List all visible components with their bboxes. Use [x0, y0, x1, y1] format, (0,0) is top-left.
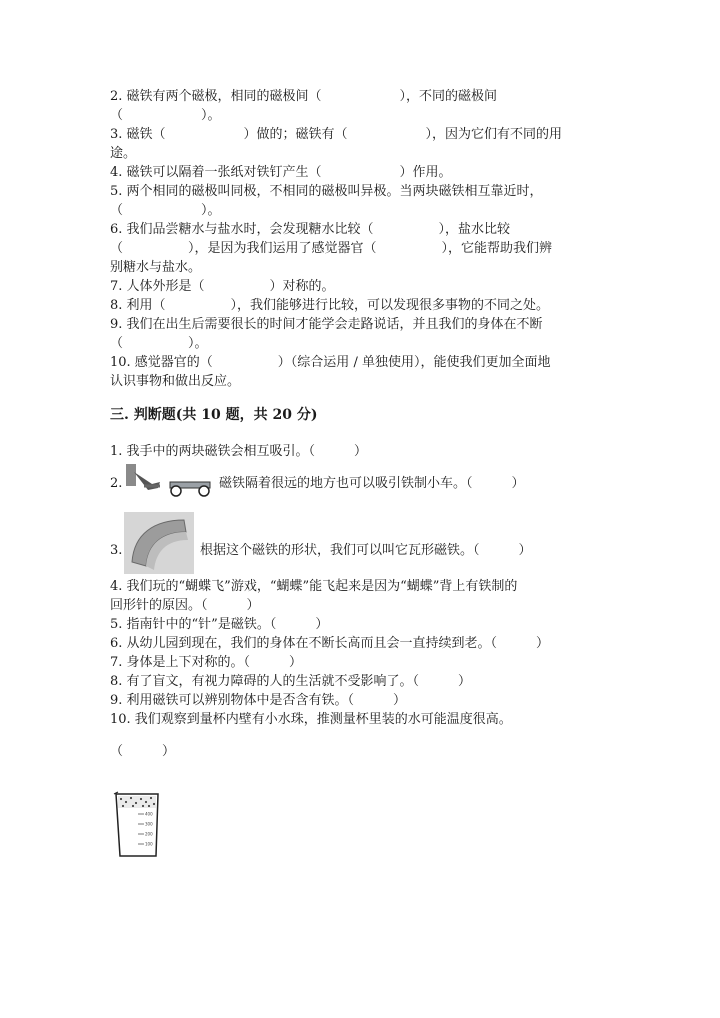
fill-q10-line1: 10. 感觉器官的（ ）（综合运用 / 单独使用），能使我们更加全面地	[110, 355, 551, 370]
tf-q3-text: 根据这个磁铁的形状，我们可以叫它瓦形磁铁。（ ）	[200, 543, 532, 558]
beaker-tick-100: 100	[145, 841, 153, 847]
tf-q1: 1. 我手中的两块磁铁会相互吸引。（ ）	[110, 444, 368, 459]
tf-q7: 7. 身体是上下对称的。（ ）	[110, 655, 303, 670]
fill-q5-line1: 5. 两个相同的磁极叫同极，不相同的磁极叫异极。当两块磁铁相互靠近时，	[110, 184, 543, 199]
tile-magnet-image	[124, 512, 194, 574]
fill-q3-line1: 3. 磁铁（ ）做的；磁铁有（ ），因为它们有不同的用	[110, 127, 563, 142]
fill-q5-line2: （ ）。	[110, 203, 221, 218]
fill-q6-line2: （ ），是因为我们运用了感觉器官（ ），它能帮助我们辨	[110, 241, 553, 256]
tf-q10-line1: 10. 我们观察到量杯内壁有小水珠，推测量杯里装的水可能温度很高。	[110, 712, 512, 727]
fill-q8: 8. 利用（ ），我们能够进行比较，可以发现很多事物的不同之处。	[110, 298, 550, 313]
tf-q6: 6. 从幼儿园到现在，我们的身体在不断长高而且会一直持续到老。（ ）	[110, 636, 550, 651]
fill-q6-line3: 别糖水与盐水。	[110, 260, 202, 275]
tf-q10-line2: （ ）	[110, 744, 176, 759]
beaker-tick-400: 400	[145, 811, 153, 817]
section3-heading: 三. 判断题(共 10 题，共 20 分)	[110, 407, 318, 423]
beaker-tick-300: 300	[145, 821, 153, 827]
fill-q9-line2: （ ）。	[110, 336, 208, 351]
toy-car-wheel-right	[199, 486, 209, 496]
tf-q9: 9. 利用磁铁可以辨别物体中是否含有铁。（ ）	[110, 693, 407, 708]
tf-q3-number: 3.	[110, 543, 123, 558]
fill-q9-line1: 9. 我们在出生后需要很长的时间才能学会走路说话，并且我们的身体在不断	[110, 317, 543, 332]
magnet-and-toy-car-image	[124, 462, 216, 500]
tf-q5: 5. 指南针中的“针”是磁铁。（ ）	[110, 617, 329, 632]
beaker-tick-200: 200	[145, 831, 153, 837]
fill-q2-line1: 2. 磁铁有两个磁极，相同的磁极间（ ），不同的磁极间	[110, 89, 498, 104]
beaker-image	[112, 790, 164, 860]
tf-q4-line2: 回形针的原因。（ ）	[110, 598, 260, 613]
fill-q7: 7. 人体外形是（ ）对称的。	[110, 279, 335, 294]
fill-q2-line2: （ ）。	[110, 108, 221, 123]
fill-q4: 4. 磁铁可以隔着一张纸对铁钉产生（ ）作用。	[110, 165, 452, 180]
tf-q4-line1: 4. 我们玩的“蝴蝶飞”游戏，“蝴蝶”能飞起来是因为“蝴蝶”背上有铁制的	[110, 579, 518, 594]
fill-q6-line1: 6. 我们品尝糖水与盐水时，会发现糖水比较（ ），盐水比较	[110, 222, 511, 237]
fill-q10-line2: 认识事物和做出反应。	[110, 374, 241, 389]
tf-q2-text: 磁铁隔着很远的地方也可以吸引铁制小车。（ ）	[219, 476, 525, 491]
tf-q8: 8. 有了盲文，有视力障碍的人的生活就不受影响了。（ ）	[110, 674, 472, 689]
hand-shape	[126, 464, 136, 486]
tf-q2-number: 2.	[110, 476, 123, 491]
toy-car-wheel-left	[171, 486, 181, 496]
fill-q3-line2: 途。	[110, 146, 137, 161]
